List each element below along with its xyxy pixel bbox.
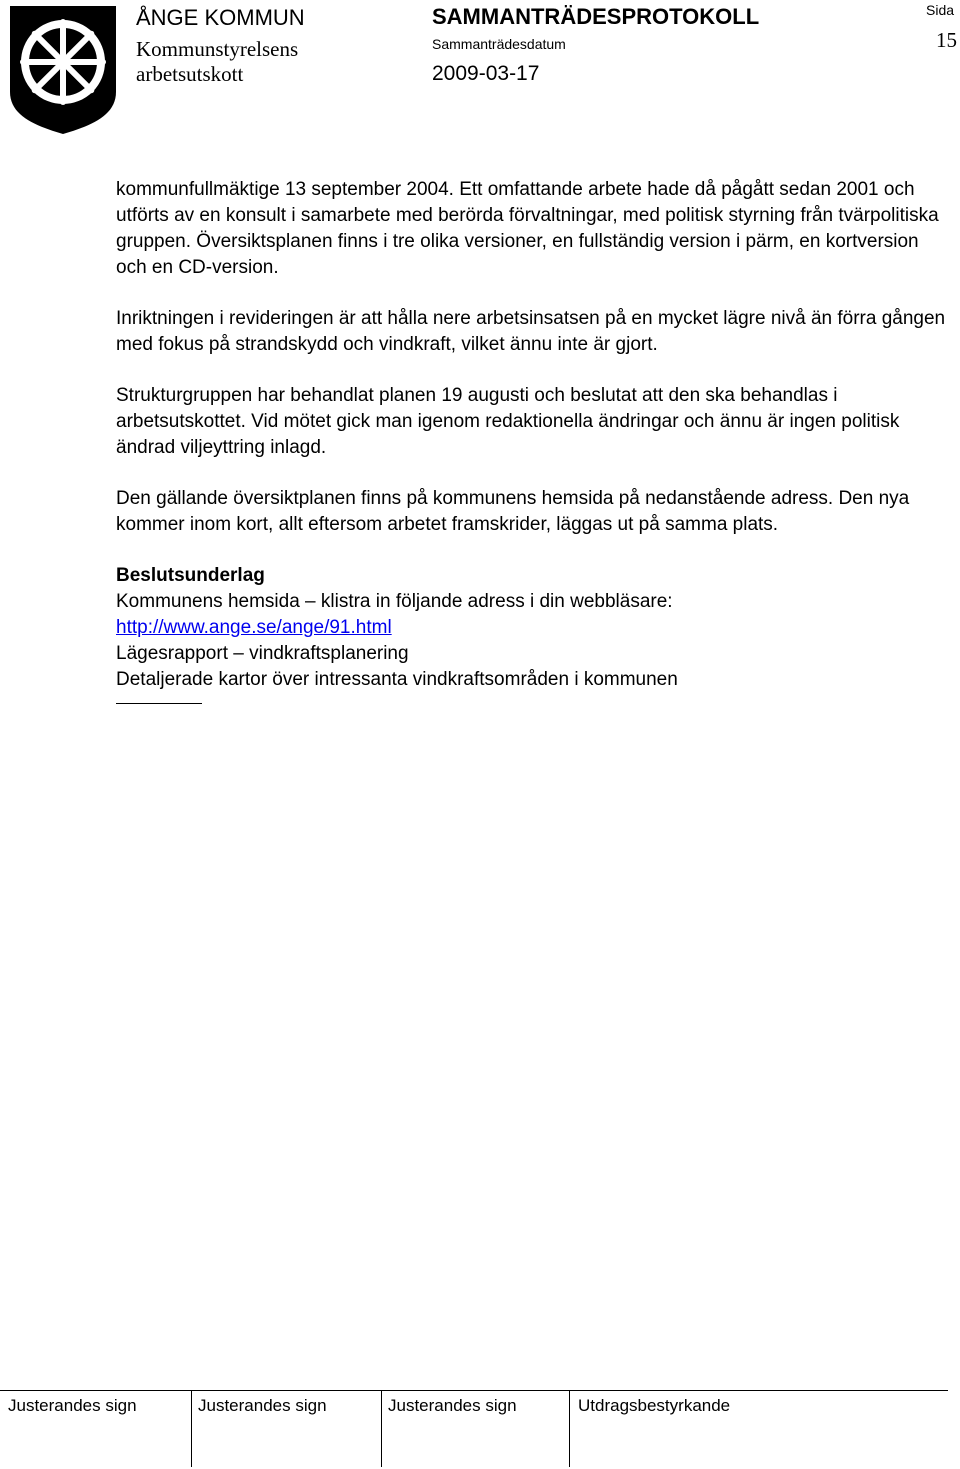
footer-divider [381,1391,382,1467]
body-paragraph: Strukturgruppen har behandlat planen 19 augusti och beslutat att den ska behandlas i arbetsutskottet. Vid mötet gick man igenom redaktionella ändringar och ännu är ingen politisk ändrad viljeyttring inlagd. [116,385,900,458]
website-link[interactable]: http://www.ange.se/ange/91.html [116,617,392,638]
footer-divider [191,1391,192,1467]
board-name: Kommunstyrelsens [136,37,299,61]
reference-detailed-maps: Detaljerade kartor över intressanta vindkraftsområden i kommunen [116,669,678,690]
footer-divider [569,1391,570,1467]
reference-website-instruction: Kommunens hemsida – klistra in följande adress i din webbläsare: [116,591,673,612]
body-paragraph: Inriktningen i revideringen är att hålla nere arbetsinsatsen på en mycket lägre nivå än förra gången med fokus på strandskydd och vindkraft, vilket ännu inte är gjort. [116,308,946,355]
reference-link-line [116,615,948,641]
page-number: 15 [936,28,957,52]
page-label: Sida [926,2,955,18]
document-body [116,177,948,704]
meeting-date: 2009-03-17 [432,62,540,85]
footer-sign-cell: Justerandes sign [198,1396,327,1415]
body-paragraph: Den gällande översiktplanen finns på kommunens hemsida på nedanstående adress. Den nya kommer inom kort, allt eftersom arbetet framskrider, läggas ut på samma plats. [116,488,910,535]
meeting-date-label: Sammanträdesdatum [432,36,566,52]
footer-sign-cell: Justerandes sign [8,1396,137,1415]
section-title-beslutsunderlag: Beslutsunderlag [116,565,265,586]
footer-certification-cell: Utdragsbestyrkande [578,1396,731,1415]
municipality-name: ÅNGE KOMMUN [136,5,305,30]
board-subname: arbetsutskott [136,62,244,86]
reference-status-report: Lägesrapport – vindkraftsplanering [116,643,409,664]
document-type: SAMMANTRÄDESPROTOKOLL [432,4,760,29]
signature-footer [0,1390,948,1467]
footer-sign-cell: Justerandes sign [388,1396,517,1415]
end-of-text-rule [116,703,202,704]
body-paragraph: kommunfullmäktige 13 september 2004. Ett omfattande arbete hade då pågått sedan 2001 och utförts av en konsult i samarbete med berörda förvaltningar, med politisk styrning från tvärpolitiska gruppen. Översiktsplanen finns i tre olika versioner, en fullständig version i pärm, en kortversion och en CD-version. [116,179,939,278]
ange-kommun-logo [8,4,118,136]
